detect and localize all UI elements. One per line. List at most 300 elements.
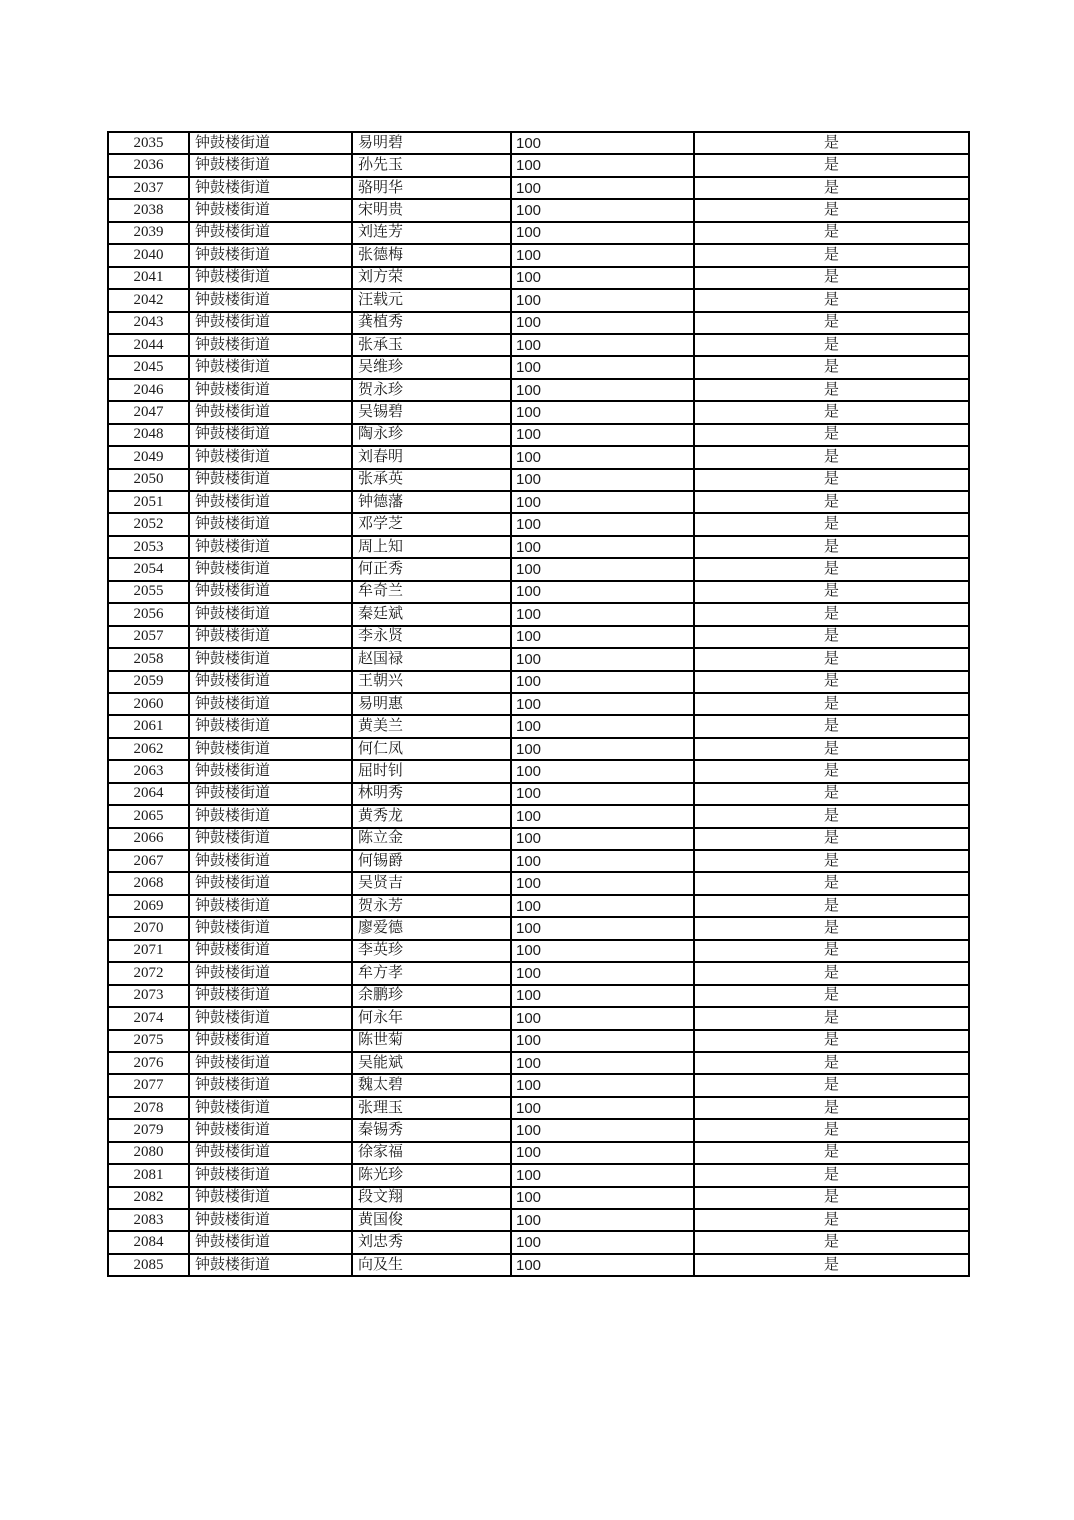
cell-score-value: 100 [511,805,694,827]
cell-street-name: 钟鼓楼街道 [189,1142,352,1164]
cell-street-name: 钟鼓楼街道 [189,513,352,535]
cell-yes-flag: 是 [694,513,969,535]
cell-yes-flag: 是 [694,446,969,468]
table-row [108,244,969,266]
cell-serial-number: 2054 [108,558,189,580]
cell-score-value: 100 [511,513,694,535]
cell-serial-number: 2048 [108,424,189,446]
cell-score-value: 100 [511,1074,694,1096]
cell-score-value: 100 [511,895,694,917]
cell-score-value: 100 [511,671,694,693]
cell-serial-number: 2076 [108,1052,189,1074]
cell-person-name: 陈立金 [352,828,511,850]
table-row [108,760,969,782]
cell-serial-number: 2077 [108,1074,189,1096]
cell-yes-flag: 是 [694,648,969,670]
cell-person-name: 张承英 [352,469,511,491]
cell-person-name: 陶永珍 [352,424,511,446]
cell-score-value: 100 [511,1030,694,1052]
cell-serial-number: 2084 [108,1231,189,1253]
table-row [108,985,969,1007]
table-row [108,312,969,334]
cell-street-name: 钟鼓楼街道 [189,244,352,266]
cell-serial-number: 2051 [108,491,189,513]
cell-score-value: 100 [511,850,694,872]
cell-street-name: 钟鼓楼街道 [189,177,352,199]
roster-table [107,131,970,1277]
cell-street-name: 钟鼓楼街道 [189,648,352,670]
cell-yes-flag: 是 [694,626,969,648]
cell-score-value: 100 [511,985,694,1007]
cell-score-value: 100 [511,1231,694,1253]
cell-yes-flag: 是 [694,693,969,715]
cell-person-name: 吴维珍 [352,356,511,378]
cell-street-name: 钟鼓楼街道 [189,267,352,289]
table-row [108,513,969,535]
cell-yes-flag: 是 [694,715,969,737]
cell-person-name: 张承玉 [352,334,511,356]
cell-yes-flag: 是 [694,1254,969,1276]
cell-person-name: 宋明贵 [352,199,511,221]
cell-yes-flag: 是 [694,783,969,805]
cell-street-name: 钟鼓楼街道 [189,1052,352,1074]
cell-yes-flag: 是 [694,289,969,311]
cell-person-name: 刘忠秀 [352,1231,511,1253]
cell-street-name: 钟鼓楼街道 [189,1074,352,1096]
cell-street-name: 钟鼓楼街道 [189,783,352,805]
table-row [108,828,969,850]
cell-score-value: 100 [511,222,694,244]
cell-person-name: 徐家福 [352,1142,511,1164]
cell-person-name: 王朝兴 [352,671,511,693]
cell-serial-number: 2052 [108,513,189,535]
cell-score-value: 100 [511,648,694,670]
cell-yes-flag: 是 [694,828,969,850]
table-row [108,469,969,491]
cell-street-name: 钟鼓楼街道 [189,603,352,625]
cell-street-name: 钟鼓楼街道 [189,1097,352,1119]
cell-street-name: 钟鼓楼街道 [189,895,352,917]
cell-street-name: 钟鼓楼街道 [189,1231,352,1253]
cell-serial-number: 2061 [108,715,189,737]
cell-person-name: 何锡爵 [352,850,511,872]
cell-serial-number: 2050 [108,469,189,491]
cell-serial-number: 2058 [108,648,189,670]
cell-serial-number: 2080 [108,1142,189,1164]
cell-score-value: 100 [511,1187,694,1209]
cell-serial-number: 2036 [108,154,189,176]
table-row [108,1052,969,1074]
table-row [108,1187,969,1209]
cell-score-value: 100 [511,828,694,850]
cell-serial-number: 2055 [108,581,189,603]
cell-person-name: 黄美兰 [352,715,511,737]
cell-serial-number: 2049 [108,446,189,468]
cell-street-name: 钟鼓楼街道 [189,312,352,334]
table-row [108,581,969,603]
cell-serial-number: 2042 [108,289,189,311]
cell-street-name: 钟鼓楼街道 [189,469,352,491]
cell-serial-number: 2073 [108,985,189,1007]
table-row [108,850,969,872]
cell-score-value: 100 [511,536,694,558]
cell-person-name: 林明秀 [352,783,511,805]
table-row [108,356,969,378]
cell-yes-flag: 是 [694,379,969,401]
cell-score-value: 100 [511,872,694,894]
cell-person-name: 易明惠 [352,693,511,715]
cell-serial-number: 2060 [108,693,189,715]
cell-person-name: 孙先玉 [352,154,511,176]
cell-street-name: 钟鼓楼街道 [189,289,352,311]
cell-score-value: 100 [511,356,694,378]
table-row [108,895,969,917]
table-row [108,693,969,715]
cell-street-name: 钟鼓楼街道 [189,424,352,446]
cell-yes-flag: 是 [694,850,969,872]
table-row [108,715,969,737]
cell-person-name: 陈世菊 [352,1030,511,1052]
cell-yes-flag: 是 [694,940,969,962]
cell-person-name: 龚植秀 [352,312,511,334]
cell-serial-number: 2035 [108,132,189,154]
cell-score-value: 100 [511,469,694,491]
cell-score-value: 100 [511,199,694,221]
cell-serial-number: 2059 [108,671,189,693]
cell-score-value: 100 [511,1007,694,1029]
cell-score-value: 100 [511,424,694,446]
cell-score-value: 100 [511,962,694,984]
cell-serial-number: 2045 [108,356,189,378]
cell-person-name: 刘春明 [352,446,511,468]
cell-serial-number: 2043 [108,312,189,334]
cell-person-name: 黄国俊 [352,1209,511,1231]
table-row [108,626,969,648]
cell-score-value: 100 [511,154,694,176]
cell-serial-number: 2072 [108,962,189,984]
cell-street-name: 钟鼓楼街道 [189,850,352,872]
cell-street-name: 钟鼓楼街道 [189,356,352,378]
cell-person-name: 贺永珍 [352,379,511,401]
cell-serial-number: 2070 [108,917,189,939]
table-row [108,1007,969,1029]
cell-street-name: 钟鼓楼街道 [189,917,352,939]
table-row [108,671,969,693]
cell-score-value: 100 [511,738,694,760]
cell-street-name: 钟鼓楼街道 [189,1209,352,1231]
cell-street-name: 钟鼓楼街道 [189,558,352,580]
cell-person-name: 魏太碧 [352,1074,511,1096]
cell-yes-flag: 是 [694,917,969,939]
cell-person-name: 段文翔 [352,1187,511,1209]
cell-score-value: 100 [511,401,694,423]
cell-yes-flag: 是 [694,536,969,558]
cell-street-name: 钟鼓楼街道 [189,379,352,401]
cell-serial-number: 2066 [108,828,189,850]
cell-person-name: 刘连芳 [352,222,511,244]
table-row [108,1030,969,1052]
cell-yes-flag: 是 [694,1164,969,1186]
cell-score-value: 100 [511,783,694,805]
cell-serial-number: 2056 [108,603,189,625]
table-row [108,177,969,199]
cell-score-value: 100 [511,289,694,311]
cell-street-name: 钟鼓楼街道 [189,199,352,221]
cell-person-name: 何永年 [352,1007,511,1029]
table-row [108,289,969,311]
cell-serial-number: 2081 [108,1164,189,1186]
table-row [108,783,969,805]
table-row [108,1164,969,1186]
table-row [108,424,969,446]
cell-score-value: 100 [511,177,694,199]
cell-person-name: 吴锡碧 [352,401,511,423]
cell-person-name: 廖爱德 [352,917,511,939]
cell-score-value: 100 [511,581,694,603]
table-row [108,603,969,625]
cell-person-name: 李永贤 [352,626,511,648]
table-row [108,917,969,939]
cell-street-name: 钟鼓楼街道 [189,1119,352,1141]
table-row [108,872,969,894]
cell-person-name: 余鹏珍 [352,985,511,1007]
cell-yes-flag: 是 [694,1187,969,1209]
cell-street-name: 钟鼓楼街道 [189,154,352,176]
cell-serial-number: 2078 [108,1097,189,1119]
cell-yes-flag: 是 [694,177,969,199]
table-row [108,1231,969,1253]
table-row [108,379,969,401]
cell-person-name: 秦锡秀 [352,1119,511,1141]
table-body [108,132,969,1276]
cell-yes-flag: 是 [694,424,969,446]
table-row [108,962,969,984]
cell-score-value: 100 [511,558,694,580]
table-row [108,1209,969,1231]
cell-yes-flag: 是 [694,1030,969,1052]
cell-person-name: 秦廷斌 [352,603,511,625]
cell-yes-flag: 是 [694,199,969,221]
cell-street-name: 钟鼓楼街道 [189,1187,352,1209]
cell-yes-flag: 是 [694,1119,969,1141]
cell-yes-flag: 是 [694,356,969,378]
cell-person-name: 赵国禄 [352,648,511,670]
cell-street-name: 钟鼓楼街道 [189,760,352,782]
cell-yes-flag: 是 [694,558,969,580]
table-row [108,199,969,221]
cell-serial-number: 2046 [108,379,189,401]
cell-score-value: 100 [511,132,694,154]
table-row [108,491,969,513]
cell-yes-flag: 是 [694,581,969,603]
cell-yes-flag: 是 [694,1052,969,1074]
cell-person-name: 吴能斌 [352,1052,511,1074]
cell-person-name: 陈光珍 [352,1164,511,1186]
cell-yes-flag: 是 [694,738,969,760]
cell-yes-flag: 是 [694,401,969,423]
cell-serial-number: 2040 [108,244,189,266]
cell-yes-flag: 是 [694,760,969,782]
cell-street-name: 钟鼓楼街道 [189,1007,352,1029]
cell-street-name: 钟鼓楼街道 [189,715,352,737]
table-row [108,1254,969,1276]
cell-serial-number: 2085 [108,1254,189,1276]
cell-yes-flag: 是 [694,872,969,894]
cell-yes-flag: 是 [694,334,969,356]
cell-yes-flag: 是 [694,1074,969,1096]
cell-score-value: 100 [511,334,694,356]
cell-yes-flag: 是 [694,1097,969,1119]
table-row [108,738,969,760]
table-row [108,401,969,423]
cell-serial-number: 2067 [108,850,189,872]
cell-yes-flag: 是 [694,267,969,289]
cell-serial-number: 2068 [108,872,189,894]
cell-person-name: 何仁凤 [352,738,511,760]
cell-serial-number: 2038 [108,199,189,221]
cell-person-name: 钟德藩 [352,491,511,513]
cell-serial-number: 2037 [108,177,189,199]
cell-serial-number: 2044 [108,334,189,356]
cell-person-name: 黄秀龙 [352,805,511,827]
table-row [108,222,969,244]
cell-person-name: 易明碧 [352,132,511,154]
cell-yes-flag: 是 [694,805,969,827]
cell-street-name: 钟鼓楼街道 [189,132,352,154]
cell-serial-number: 2041 [108,267,189,289]
cell-person-name: 牟方孝 [352,962,511,984]
cell-yes-flag: 是 [694,985,969,1007]
cell-street-name: 钟鼓楼街道 [189,872,352,894]
cell-yes-flag: 是 [694,962,969,984]
cell-serial-number: 2053 [108,536,189,558]
cell-score-value: 100 [511,244,694,266]
table-row [108,648,969,670]
cell-yes-flag: 是 [694,469,969,491]
cell-serial-number: 2069 [108,895,189,917]
cell-yes-flag: 是 [694,132,969,154]
cell-score-value: 100 [511,917,694,939]
cell-score-value: 100 [511,446,694,468]
table-row [108,536,969,558]
cell-score-value: 100 [511,1142,694,1164]
cell-yes-flag: 是 [694,1209,969,1231]
cell-street-name: 钟鼓楼街道 [189,985,352,1007]
cell-serial-number: 2079 [108,1119,189,1141]
cell-person-name: 周上知 [352,536,511,558]
cell-yes-flag: 是 [694,603,969,625]
table-row [108,267,969,289]
table-row [108,1097,969,1119]
cell-serial-number: 2039 [108,222,189,244]
cell-yes-flag: 是 [694,244,969,266]
cell-yes-flag: 是 [694,154,969,176]
cell-street-name: 钟鼓楼街道 [189,940,352,962]
cell-person-name: 屈时钊 [352,760,511,782]
cell-serial-number: 2083 [108,1209,189,1231]
cell-street-name: 钟鼓楼街道 [189,693,352,715]
cell-score-value: 100 [511,693,694,715]
cell-person-name: 贺永芳 [352,895,511,917]
cell-score-value: 100 [511,1119,694,1141]
table-row [108,154,969,176]
cell-score-value: 100 [511,626,694,648]
cell-person-name: 何正秀 [352,558,511,580]
cell-score-value: 100 [511,1209,694,1231]
cell-score-value: 100 [511,379,694,401]
cell-serial-number: 2074 [108,1007,189,1029]
cell-street-name: 钟鼓楼街道 [189,671,352,693]
cell-score-value: 100 [511,1254,694,1276]
cell-person-name: 牟奇兰 [352,581,511,603]
cell-person-name: 邓学芝 [352,513,511,535]
cell-serial-number: 2062 [108,738,189,760]
table-row [108,940,969,962]
table-row [108,334,969,356]
table-row [108,446,969,468]
cell-score-value: 100 [511,312,694,334]
cell-score-value: 100 [511,715,694,737]
cell-street-name: 钟鼓楼街道 [189,334,352,356]
cell-person-name: 张德梅 [352,244,511,266]
cell-person-name: 向及生 [352,1254,511,1276]
cell-serial-number: 2082 [108,1187,189,1209]
cell-yes-flag: 是 [694,1007,969,1029]
cell-yes-flag: 是 [694,1231,969,1253]
table-row [108,1074,969,1096]
cell-yes-flag: 是 [694,671,969,693]
cell-street-name: 钟鼓楼街道 [189,491,352,513]
cell-serial-number: 2064 [108,783,189,805]
cell-person-name: 汪载元 [352,289,511,311]
cell-street-name: 钟鼓楼街道 [189,536,352,558]
cell-street-name: 钟鼓楼街道 [189,805,352,827]
cell-person-name: 刘方荣 [352,267,511,289]
cell-street-name: 钟鼓楼街道 [189,1164,352,1186]
table-row [108,1119,969,1141]
cell-person-name: 张理玉 [352,1097,511,1119]
cell-yes-flag: 是 [694,491,969,513]
cell-street-name: 钟鼓楼街道 [189,962,352,984]
cell-serial-number: 2065 [108,805,189,827]
cell-serial-number: 2047 [108,401,189,423]
cell-serial-number: 2075 [108,1030,189,1052]
cell-person-name: 骆明华 [352,177,511,199]
table-row [108,1142,969,1164]
table-row [108,558,969,580]
cell-yes-flag: 是 [694,312,969,334]
cell-score-value: 100 [511,1052,694,1074]
cell-yes-flag: 是 [694,222,969,244]
cell-score-value: 100 [511,1097,694,1119]
cell-street-name: 钟鼓楼街道 [189,1254,352,1276]
cell-yes-flag: 是 [694,1142,969,1164]
cell-score-value: 100 [511,760,694,782]
table-row [108,805,969,827]
cell-yes-flag: 是 [694,895,969,917]
cell-score-value: 100 [511,940,694,962]
cell-serial-number: 2057 [108,626,189,648]
cell-street-name: 钟鼓楼街道 [189,1030,352,1052]
cell-street-name: 钟鼓楼街道 [189,222,352,244]
cell-score-value: 100 [511,491,694,513]
cell-serial-number: 2071 [108,940,189,962]
table-row [108,132,969,154]
cell-serial-number: 2063 [108,760,189,782]
cell-score-value: 100 [511,603,694,625]
cell-street-name: 钟鼓楼街道 [189,738,352,760]
cell-street-name: 钟鼓楼街道 [189,581,352,603]
